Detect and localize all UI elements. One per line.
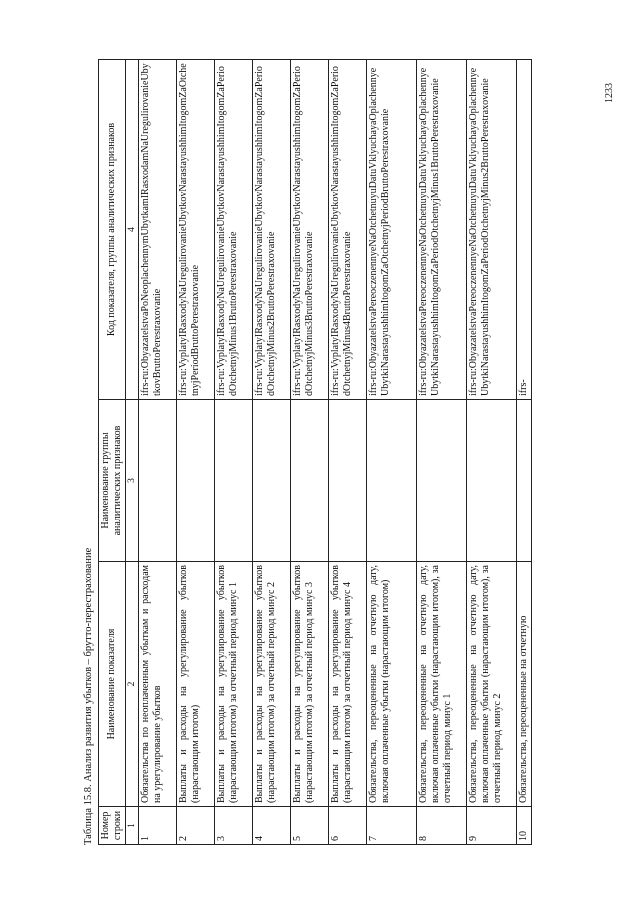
page-number: 1233 <box>604 83 615 103</box>
row-number: 4 <box>253 807 291 845</box>
header-indicator-code: Код показателя, группы аналитических признаков <box>99 60 126 400</box>
indicator-name: Обязательства по неоплаченным убыткам и расходам на урегулирование убытков <box>139 562 177 807</box>
header-group-name: Наименование группы аналитических признаков <box>99 400 126 562</box>
indicator-name: Обязательства, переоцененные на отчетную <box>517 562 532 807</box>
indicator-name: Выплаты и расходы на урегулирование убытков (нарастающим итогом) за отчетный период минус 3 <box>291 562 329 807</box>
table-row <box>215 60 253 845</box>
indicator-code: ifrs-ru:VyplatyIRasxodyNaUregulirovanieUbytkovNarastayushhimItogomZaOtchetnyjPeriodBruttoPerestraxovanie <box>177 60 215 400</box>
table-row <box>177 60 215 845</box>
indicator-code: ifrs-ru:ObyazatelstvaPereoczenennyeNaOtchetnuyuDatuVklyuchayaOplachennyeUbytkiNarastayushhimItogomZaPeriodOtchetnyjMinus1BruttoPerestraxovanie <box>417 60 467 400</box>
group-name <box>139 400 177 562</box>
indicator-name: Обязательства, переоцененные на отчетную дату, включая оплаченные убытки (нарастающим итогом), за отчетный период минус 1 <box>417 562 467 807</box>
rotated-content <box>82 55 602 845</box>
row-number: 10 <box>517 807 532 845</box>
table-row <box>417 60 467 845</box>
group-name <box>253 400 291 562</box>
group-name <box>367 400 417 562</box>
indicator-code: ifrs-ru:ObyazatelstvaPoNeoplachennymUbytkamIRasxodamNaUregulirovanieUbytkovBruttoPerestraxovanie <box>139 60 177 400</box>
column-number: 3 <box>126 400 139 562</box>
table-row <box>139 60 177 845</box>
indicator-code: ifrs- <box>517 60 532 400</box>
indicator-code: ifrs-ru:VyplatyIRasxodyNaUregulirovanieUbytkovNarastayushhimItogomZaPeriodOtchetnyjMinus1BruttoPerestraxovanie <box>215 60 253 400</box>
table-header-row <box>99 60 126 845</box>
indicator-name: Обязательства, переоцененные на отчетную дату, включая оплаченные убытки (нарастающим итогом), за отчетный период минус 2 <box>467 562 517 807</box>
indicator-code: ifrs-ru:VyplatyIRasxodyNaUregulirovanieUbytkovNarastayushhimItogomZaPeriodOtchetnyjMinus3BruttoPerestraxovanie <box>291 60 329 400</box>
row-number: 9 <box>467 807 517 845</box>
table-row <box>329 60 367 845</box>
table-row <box>367 60 417 845</box>
indicator-name: Выплаты и расходы на урегулирование убытков (нарастающим итогом) за отчетный период минус 2 <box>253 562 291 807</box>
group-name <box>215 400 253 562</box>
indicator-code: ifrs-ru:VyplatyIRasxodyNaUregulirovanieUbytkovNarastayushhimItogomZaPeriodOtchetnyjMinus4BruttoPerestraxovanie <box>329 60 367 400</box>
table-row <box>291 60 329 845</box>
group-name <box>517 400 532 562</box>
table-caption: Таблица 15.8. Анализ развития убытков – брутто-перестрахование <box>83 547 94 845</box>
column-number: 1 <box>126 807 139 845</box>
table-row <box>517 60 532 845</box>
row-number: 5 <box>291 807 329 845</box>
row-number: 2 <box>177 807 215 845</box>
column-numbers-row <box>126 60 139 845</box>
indicator-name: Обязательства, переоцененные на отчетную дату, включая оплаченные убытки (нарастающим итогом) <box>367 562 417 807</box>
row-number: 8 <box>417 807 467 845</box>
row-number: 3 <box>215 807 253 845</box>
row-number: 7 <box>367 807 417 845</box>
indicator-name: Выплаты и расходы на урегулирование убытков (нарастающим итогом) за отчетный период минус 1 <box>215 562 253 807</box>
group-name <box>417 400 467 562</box>
group-name <box>467 400 517 562</box>
indicator-name: Выплаты и расходы на урегулирование убытков (нарастающим итогом) за отчетный период минус 4 <box>329 562 367 807</box>
indicator-code: ifrs-ru:ObyazatelstvaPereoczenennyeNaOtchetnuyuDatuVklyuchayaOplachennyeUbytkiNarastayushhimItogomZaOtchetnyjPeriodBruttoPerestraxovanie <box>367 60 417 400</box>
group-name <box>177 400 215 562</box>
group-name <box>329 400 367 562</box>
indicator-code: ifrs-ru:VyplatyIRasxodyNaUregulirovanieUbytkovNarastayushhimItogomZaPeriodOtchetnyjMinus2BruttoPerestraxovanie <box>253 60 291 400</box>
table-row <box>467 60 517 845</box>
indicator-code: ifrs-ru:ObyazatelstvaPereoczenennyeNaOtchetnuyuDatuVklyuchayaOplachennyeUbytkiNarastayushhimItogomZaPeriodOtchetnyjMinus2BruttoPerestraxovanie <box>467 60 517 400</box>
header-row-number: Номер строки <box>99 807 126 845</box>
header-indicator-name: Наименование показателя <box>99 562 126 807</box>
row-number: 6 <box>329 807 367 845</box>
indicator-name: Выплаты и расходы на урегулирование убытков (нарастающим итогом) <box>177 562 215 807</box>
column-number: 2 <box>126 562 139 807</box>
indicators-table <box>98 59 532 845</box>
table-row <box>253 60 291 845</box>
group-name <box>291 400 329 562</box>
column-number: 4 <box>126 60 139 400</box>
row-number: 1 <box>139 807 177 845</box>
